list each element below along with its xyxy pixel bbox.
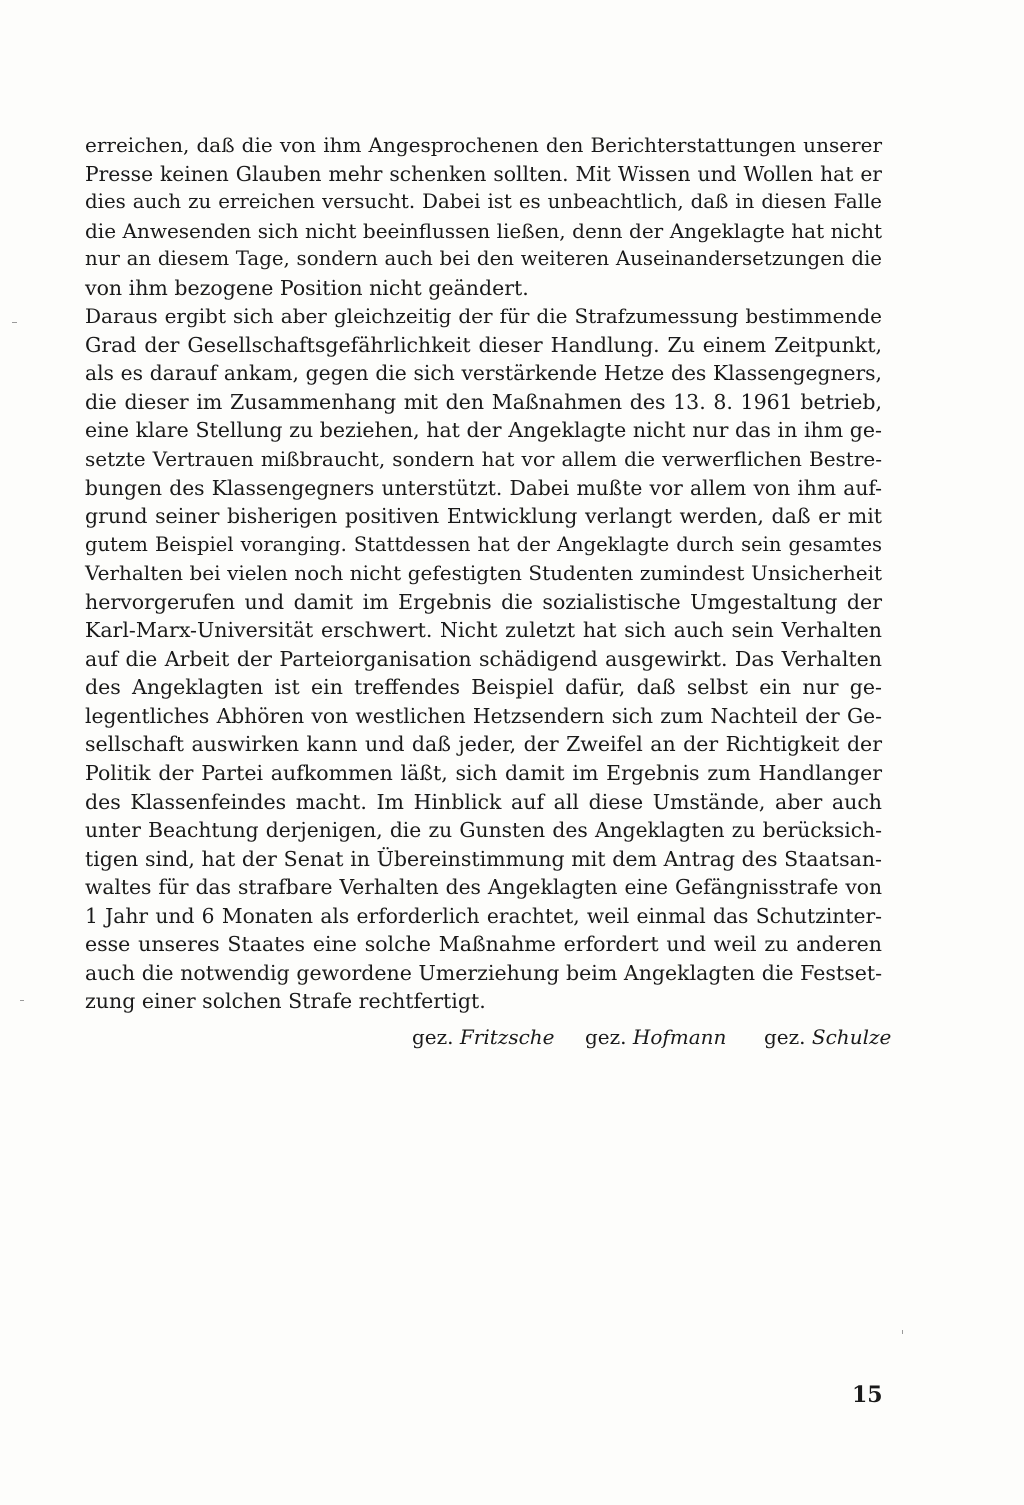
signature-name: Hofmann	[632, 1025, 727, 1049]
text-line: sellschaft auswirken kann und daß jeder, der Zweifel an der Richtigkeit der	[85, 732, 882, 757]
text-line: zung einer solchen Strafe rechtfertigt.	[85, 989, 486, 1014]
signature-prefix: gez.	[764, 1025, 806, 1049]
text-line: waltes für das strafbare Verhalten des Angeklagten eine Gefängnisstrafe von	[85, 875, 882, 900]
text-line: nur an diesem Tage, sondern auch bei den weiteren Auseinandersetzungen die	[85, 247, 882, 271]
text-line: tigen sind, hat der Senat in Übereinstimmung mit dem Antrag des Staatsan-	[85, 846, 882, 871]
signature-name: Fritzsche	[459, 1025, 555, 1049]
text-line: die dieser im Zusammenhang mit den Maßnahmen des 13. 8. 1961 betrieb,	[85, 389, 882, 414]
text-line: Daraus ergibt sich aber gleichzeitig der für die Strafzumessung bestimmende	[85, 304, 882, 329]
signature-schulze	[764, 1022, 891, 1052]
scan-speck	[902, 1330, 903, 1334]
signature-hofmann	[585, 1022, 726, 1052]
text-line: esse unseres Staates eine solche Maßnahme erfordert und weil zu anderen	[85, 932, 882, 957]
text-line: des Angeklagten ist ein treffendes Beispiel dafür, daß selbst ein nur ge-	[85, 675, 882, 700]
scan-speck	[20, 1000, 24, 1001]
text-line: dies auch zu erreichen versucht. Dabei ist es unbeachtlich, daß in diesen Falle	[85, 190, 882, 214]
signature-block	[412, 1022, 892, 1052]
signature-prefix: gez.	[412, 1025, 454, 1049]
text-line: Grad der Gesellschaftsgefährlichkeit dieser Handlung. Zu einem Zeitpunkt,	[85, 332, 882, 357]
text-line: setzte Vertrauen mißbraucht, sondern hat vor allem die verwerflichen Bestre-	[85, 447, 882, 472]
signature-prefix: gez.	[585, 1025, 627, 1049]
text-line: auch die notwendig gewordene Umerziehung beim Angeklagten die Festset-	[85, 960, 882, 985]
text-line: Politik der Partei aufkommen läßt, sich damit im Ergebnis zum Handlanger	[85, 761, 882, 786]
text-line: Presse keinen Glauben mehr schenken sollten. Mit Wissen und Wollen hat er	[85, 161, 882, 186]
signature-fritzsche	[412, 1022, 555, 1052]
text-line: gutem Beispiel voranging. Stattdessen hat der Angeklagte durch sein gesamtes	[85, 532, 882, 556]
text-line: unter Beachtung derjenigen, die zu Gunsten des Angeklagten zu berücksich-	[85, 818, 882, 843]
page-number: 15	[852, 1382, 883, 1408]
text-line: bungen des Klassengegners unterstützt. Dabei mußte vor allem von ihm auf-	[85, 475, 882, 500]
signature-name: Schulze	[811, 1025, 892, 1049]
text-line: eine klare Stellung zu beziehen, hat der Angeklagte nicht nur das in ihm ge-	[85, 418, 882, 443]
text-line: grund seiner bisherigen positiven Entwicklung verlangt werden, daß er mit	[85, 504, 882, 529]
text-line: auf die Arbeit der Parteiorganisation schädigend ausgewirkt. Das Verhalten	[85, 646, 882, 671]
text-line: Verhalten bei vielen noch nicht gefestigten Studenten zumindest Unsicherheit	[85, 561, 882, 586]
text-line: hervorgerufen und damit im Ergebnis die sozialistische Umgestaltung der	[85, 589, 882, 614]
text-line: die Anwesenden sich nicht beeinflussen ließen, denn der Angeklagte hat nicht	[85, 218, 882, 243]
text-line: Karl-Marx-Universität erschwert. Nicht zuletzt hat sich auch sein Verhalten	[85, 618, 882, 643]
body-text	[85, 131, 882, 1016]
text-line: des Klassenfeindes macht. Im Hinblick auf all diese Umstände, aber auch	[85, 789, 882, 814]
scan-speck	[12, 322, 17, 323]
text-line: 1 Jahr und 6 Monaten als erforderlich erachtet, weil einmal das Schutzinter-	[85, 903, 882, 928]
text-line: erreichen, daß die von ihm Angesprochenen den Berichterstattungen unserer	[85, 133, 882, 157]
text-line: von ihm bezogene Position nicht geändert.	[85, 275, 529, 300]
text-line: legentliches Abhören von westlichen Hetzsendern sich zum Nachteil der Ge-	[85, 703, 882, 728]
text-line: als es darauf ankam, gegen die sich verstärkende Hetze des Klassengegners,	[85, 361, 882, 386]
